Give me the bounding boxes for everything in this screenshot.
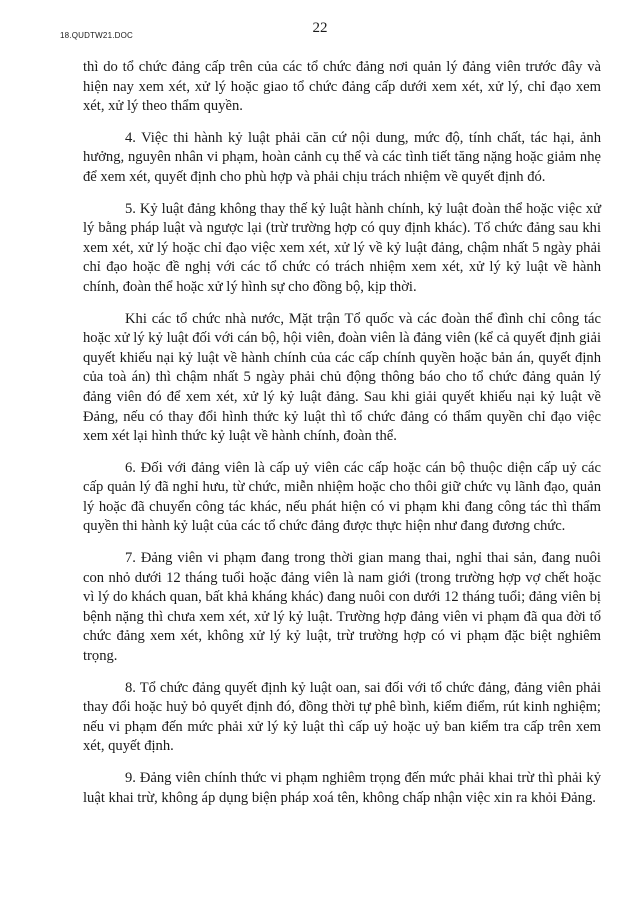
file-name-label: 18.QUDTW21.DOC — [60, 31, 134, 40]
paragraph-clause-5-continued: Khi các tổ chức nhà nước, Mặt trận Tổ quốc và các đoàn thể đình chỉ công tác hoặc xử lý kỷ luật đối với cán bộ, hội viên, đoàn viên là đảng viên (kể cả quyết định giải quyết khiếu nại kỷ luật về hành chính của các cấp chính quyền hoặc bản án, quyết định của toà án) thì chậm nhất 5 ngày phải chủ động thông báo cho tổ chức đảng quản lý đảng viên đó để xem xét, xử lý kỷ luật đảng. Sau khi giải quyết khiếu nại kỷ luật về Đảng, nếu có thay đổi hình thức kỷ luật thì tổ chức đảng có thẩm quyền chỉ đạo việc xem xét lại hình thức kỷ luật về hành chính, đoàn thể. — [83, 310, 601, 445]
paragraph-clause-8: 8. Tổ chức đảng quyết định kỷ luật oan, sai đối với tổ chức đảng, đảng viên phải thay đổi hoặc huỷ bỏ quyết định đó, đồng thời tự phê bình, kiểm điểm, rút kinh nghiệm; nếu vi phạm đến mức phải xử lý kỷ luật thì cấp uỷ hoặc uỷ ban kiểm tra cấp trên xem xét, quyết định. — [83, 679, 601, 755]
page-number: 22 — [312, 20, 328, 36]
paragraph-clause-7: 7. Đảng viên vi phạm đang trong thời gian mang thai, nghỉ thai sản, đang nuôi con nhỏ dưới 12 tháng tuổi hoặc đảng viên là nam giới (trong trường hợp vợ chết hoặc vì lý do khách quan, bất khả kháng khác) đang nuôi con dưới 12 tháng tuổi; đảng viên bị bệnh nặng thì chưa xem xét, xử lý kỷ luật. Trường hợp đảng viên vi phạm đã qua đời tổ chức đảng xem xét, không xử lý kỷ luật, trừ trường hợp có vi phạm đặc biệt nghiêm trọng. — [83, 550, 601, 665]
paragraph-continuation: thì do tổ chức đảng cấp trên của các tổ chức đảng nơi quản lý đảng viên trước đây và hiện nay xem xét, xử lý hoặc giao tổ chức đảng cấp dưới xem xét, xử lý, chỉ đạo xem xét, xử lý theo thẩm quyền. — [83, 59, 601, 115]
paragraph-clause-5: 5. Kỷ luật đảng không thay thế kỷ luật hành chính, kỷ luật đoàn thể hoặc việc xử lý bằng pháp luật và ngược lại (trừ trường hợp có quy định khác). Tổ chức đảng sau khi xem xét, xử lý hoặc chỉ đạo việc xem xét, xử lý về kỷ luật đảng, chậm nhất 5 ngày phải chỉ đạo hoặc đề nghị với các tổ chức có trách nhiệm xem xét, xử lý kỷ luật về hành chính, đoàn thể hoặc xử lý hình sự cho đồng bộ, kịp thời. — [83, 200, 601, 295]
document-body — [83, 58, 601, 820]
paragraph-clause-6: 6. Đối với đảng viên là cấp uỷ viên các cấp hoặc cán bộ thuộc diện cấp uỷ các cấp quản lý đã nghỉ hưu, từ chức, miễn nhiệm hoặc cho thôi giữ chức vụ lãnh đạo, quản lý hoặc đã chuyển công tác khác, nếu phát hiện có vi phạm khi đang công tác thì thẩm quyền thi hành kỷ luật của các tổ chức đảng được thực hiện như đang đương chức. — [83, 459, 601, 535]
paragraph-clause-4: 4. Việc thi hành kỷ luật phải căn cứ nội dung, mức độ, tính chất, tác hại, ảnh hưởng, nguyên nhân vi phạm, hoàn cảnh cụ thể và các tình tiết tăng nặng hoặc giảm nhẹ để xem xét, quyết định cho phù hợp và phải chịu trách nhiệm về quyết định đó. — [83, 129, 601, 185]
paragraph-clause-9: 9. Đảng viên chính thức vi phạm nghiêm trọng đến mức phải khai trừ thì phải kỷ luật khai trừ, không áp dụng biện pháp xoá tên, không chấp nhận việc xin ra khỏi Đảng. — [83, 770, 601, 806]
